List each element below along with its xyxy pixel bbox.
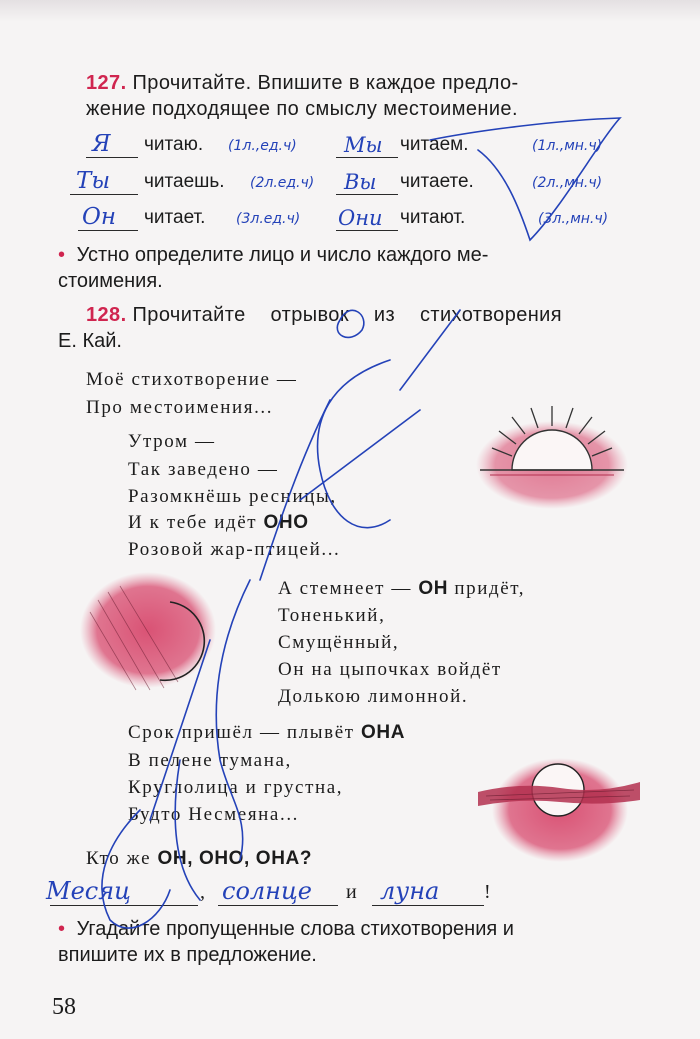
poem-line: В пелене тумана, <box>128 750 292 771</box>
poem-line: Розовой жар-птицей... <box>128 539 341 560</box>
poem-line: Будто Несмеяна... <box>128 804 300 825</box>
exercise-127-row-2 <box>76 163 666 197</box>
exercise-127-instruction-line1: Прочитайте. Впишите в каждое предло- <box>132 72 519 94</box>
handwritten-answer: Они <box>338 206 383 230</box>
bullet-icon: • <box>58 244 66 266</box>
verb-text: читают. <box>400 207 466 228</box>
poem-line: Тоненький, <box>278 605 386 626</box>
verb-text: читает. <box>144 207 206 228</box>
handwritten-answer: Ты <box>76 168 111 194</box>
comma-text: , <box>200 881 205 903</box>
bullet-icon: • <box>58 918 66 940</box>
exercise-127-task-line2: стоимения. <box>58 270 163 292</box>
exercise-127-heading <box>86 72 519 95</box>
poem-line: Разомкнёшь ресницы, <box>128 486 337 507</box>
poem-line: Срок пришёл — плывёт ОНА <box>128 722 406 743</box>
handwritten-answer: Вы <box>344 170 377 194</box>
poem-question: Кто же ОН, ОНО, ОНА? <box>86 848 313 869</box>
poem-line: Он на цыпочках войдёт <box>278 659 502 680</box>
handwritten-note: (3л.,мн.ч) <box>538 211 609 227</box>
verb-text: читаю. <box>144 134 204 155</box>
poem-line: Про местоимения... <box>86 397 274 418</box>
exercise-127-task <box>58 244 488 267</box>
handwritten-answer: Месяц <box>46 877 131 905</box>
exercise-128-instruction-line1: Прочитайте отрывок из стихотворения <box>132 304 562 326</box>
exercise-128-task-line2: впишите их в предложение. <box>58 944 317 966</box>
exercise-128-number: 128. <box>86 304 127 326</box>
question-pronouns: ОН, ОНО, ОНА? <box>157 848 313 869</box>
handwritten-note: (3л.ед.ч) <box>236 211 301 227</box>
conjunction-text: и <box>346 881 357 903</box>
handwritten-answer: Я <box>92 131 111 157</box>
moon-in-fog-illustration <box>478 758 640 862</box>
exercise-127-row-3 <box>82 199 666 233</box>
handwritten-note: (1л.,мн.ч) <box>532 138 603 154</box>
exercise-128-answer-row <box>40 868 500 908</box>
exercise-127-number: 127. <box>86 72 127 94</box>
poem-line: Моё стихотворение — <box>86 369 298 390</box>
crescent-moon-illustration <box>80 572 216 690</box>
poem-line: Так заведено — <box>128 459 279 480</box>
poem-line: Смущённый, <box>278 632 400 653</box>
handwritten-note: (1л.,ед.ч) <box>228 138 297 154</box>
verb-text: читаете. <box>400 171 474 192</box>
verb-text: читаем. <box>400 134 469 155</box>
pronoun-bold: ОНА <box>361 722 406 743</box>
exercise-127-row-1 <box>86 126 666 160</box>
handwritten-answer: Он <box>82 204 117 230</box>
handwritten-answer: Мы <box>344 133 383 157</box>
pronoun-bold: ОН <box>418 578 449 599</box>
poem-line: Утром — <box>128 431 216 452</box>
sunrise-illustration <box>476 406 628 509</box>
poem-line: А стемнеет — ОН придёт, <box>278 578 526 599</box>
verb-text: читаешь. <box>144 171 225 192</box>
handwritten-note: (2л.ед.ч) <box>250 175 315 191</box>
exercise-127-instruction-line2: жение подходящее по смыслу местоимение. <box>86 98 518 120</box>
pronoun-bold: ОНО <box>263 512 309 533</box>
exercise-128-heading <box>86 304 562 327</box>
exclamation-text: ! <box>484 881 491 903</box>
poem-line: И к тебе идёт ОНО <box>128 512 309 533</box>
exercise-128-task-line1: Угадайте пропущенные слова стихотворения и <box>76 918 514 940</box>
poem-line: Круглолица и грустна, <box>128 777 344 798</box>
handwritten-answer: луна <box>380 877 440 905</box>
exercise-128-instruction-line2: Е. Кай. <box>58 330 122 352</box>
handwritten-note: (2л.,мн.ч) <box>532 175 603 191</box>
poem-line: Долькою лимонной. <box>278 686 469 707</box>
page-top-edge <box>0 0 700 22</box>
handwritten-answer: солнце <box>222 877 312 905</box>
exercise-127-task-line1: Устно определите лицо и число каждого ме- <box>76 244 489 266</box>
exercise-128-task <box>58 918 514 941</box>
page-number: 58 <box>52 994 76 1020</box>
